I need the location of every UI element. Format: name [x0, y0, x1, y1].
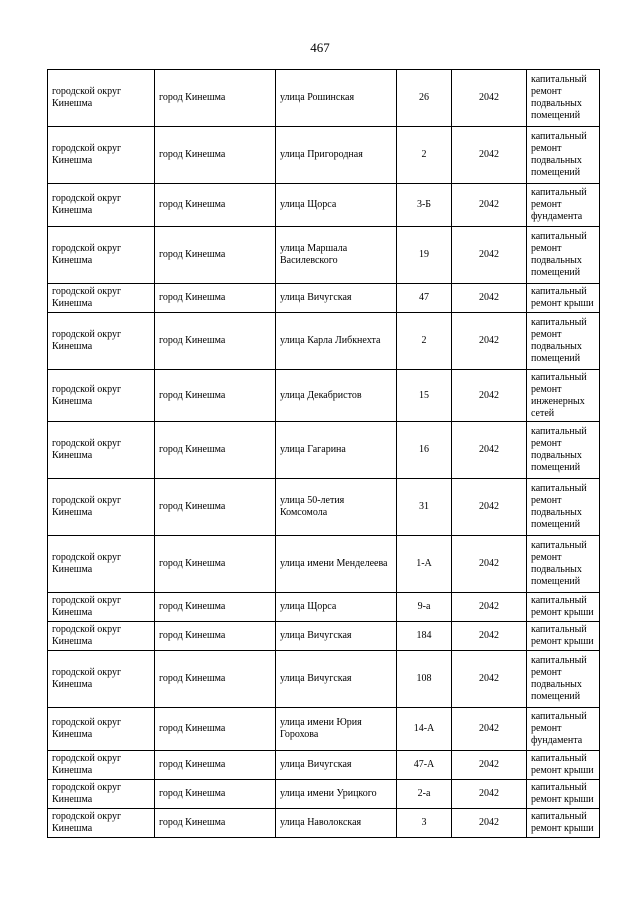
table-row: [48, 313, 600, 370]
settlement-cell: город Кинешма: [155, 593, 276, 622]
work-type-cell: капитальный ремонт подвальных помещений: [527, 479, 600, 536]
year-cell: 2042: [452, 651, 527, 708]
year-cell: 2042: [452, 370, 527, 422]
settlement-cell: город Кинешма: [155, 370, 276, 422]
work-type-cell: капитальный ремонт подвальных помещений: [527, 227, 600, 284]
street-cell: улица Вичугская: [276, 651, 397, 708]
settlement-cell: город Кинешма: [155, 536, 276, 593]
settlement-cell: город Кинешма: [155, 422, 276, 479]
work-type-cell: капитальный ремонт подвальных помещений: [527, 313, 600, 370]
house-number-cell: 1-А: [397, 536, 452, 593]
street-cell: улица Карла Либкнехта: [276, 313, 397, 370]
municipality-cell: городской округ Кинешма: [48, 593, 155, 622]
street-cell: улица имени Юрия Горохова: [276, 708, 397, 751]
table-row: [48, 127, 600, 184]
year-cell: 2042: [452, 313, 527, 370]
table-row: [48, 536, 600, 593]
municipality-cell: городской округ Кинешма: [48, 780, 155, 809]
settlement-cell: город Кинешма: [155, 284, 276, 313]
settlement-cell: город Кинешма: [155, 708, 276, 751]
table-row: [48, 370, 600, 422]
repair-schedule-table: [47, 69, 600, 838]
house-number-cell: 47: [397, 284, 452, 313]
street-cell: улица Щорса: [276, 593, 397, 622]
work-type-cell: капитальный ремонт крыши: [527, 284, 600, 313]
street-cell: улица Рошинская: [276, 70, 397, 127]
year-cell: 2042: [452, 70, 527, 127]
street-cell: улица Декабристов: [276, 370, 397, 422]
house-number-cell: 16: [397, 422, 452, 479]
table-row: [48, 651, 600, 708]
settlement-cell: город Кинешма: [155, 227, 276, 284]
municipality-cell: городской округ Кинешма: [48, 536, 155, 593]
street-cell: улица имени Менделеева: [276, 536, 397, 593]
work-type-cell: капитальный ремонт подвальных помещений: [527, 70, 600, 127]
house-number-cell: 47-А: [397, 751, 452, 780]
house-number-cell: 3: [397, 809, 452, 838]
municipality-cell: городской округ Кинешма: [48, 651, 155, 708]
house-number-cell: 2: [397, 127, 452, 184]
municipality-cell: городской округ Кинешма: [48, 708, 155, 751]
year-cell: 2042: [452, 593, 527, 622]
house-number-cell: 108: [397, 651, 452, 708]
house-number-cell: 14-А: [397, 708, 452, 751]
table-row: [48, 70, 600, 127]
street-cell: улица Щорса: [276, 184, 397, 227]
work-type-cell: капитальный ремонт подвальных помещений: [527, 422, 600, 479]
table-row: [48, 227, 600, 284]
work-type-cell: капитальный ремонт крыши: [527, 809, 600, 838]
street-cell: улица Пригородная: [276, 127, 397, 184]
work-type-cell: капитальный ремонт подвальных помещений: [527, 536, 600, 593]
year-cell: 2042: [452, 479, 527, 536]
settlement-cell: город Кинешма: [155, 479, 276, 536]
work-type-cell: капитальный ремонт крыши: [527, 751, 600, 780]
municipality-cell: городской округ Кинешма: [48, 313, 155, 370]
table-row: [48, 479, 600, 536]
street-cell: улица Вичугская: [276, 284, 397, 313]
settlement-cell: город Кинешма: [155, 70, 276, 127]
table-row: [48, 284, 600, 313]
municipality-cell: городской округ Кинешма: [48, 751, 155, 780]
house-number-cell: 184: [397, 622, 452, 651]
year-cell: 2042: [452, 780, 527, 809]
year-cell: 2042: [452, 284, 527, 313]
table-row: [48, 780, 600, 809]
table-row: [48, 184, 600, 227]
street-cell: улица 50-летия Комсомола: [276, 479, 397, 536]
year-cell: 2042: [452, 809, 527, 838]
settlement-cell: город Кинешма: [155, 184, 276, 227]
house-number-cell: 31: [397, 479, 452, 536]
house-number-cell: 3-Б: [397, 184, 452, 227]
house-number-cell: 2-а: [397, 780, 452, 809]
work-type-cell: капитальный ремонт крыши: [527, 780, 600, 809]
year-cell: 2042: [452, 536, 527, 593]
year-cell: 2042: [452, 127, 527, 184]
year-cell: 2042: [452, 227, 527, 284]
table-row: [48, 809, 600, 838]
house-number-cell: 2: [397, 313, 452, 370]
work-type-cell: капитальный ремонт крыши: [527, 622, 600, 651]
street-cell: улица Вичугская: [276, 751, 397, 780]
municipality-cell: городской округ Кинешма: [48, 479, 155, 536]
house-number-cell: 15: [397, 370, 452, 422]
street-cell: улица Наволокская: [276, 809, 397, 838]
house-number-cell: 26: [397, 70, 452, 127]
work-type-cell: капитальный ремонт подвальных помещений: [527, 651, 600, 708]
house-number-cell: 19: [397, 227, 452, 284]
municipality-cell: городской округ Кинешма: [48, 127, 155, 184]
house-number-cell: 9-а: [397, 593, 452, 622]
settlement-cell: город Кинешма: [155, 751, 276, 780]
table-row: [48, 708, 600, 751]
street-cell: улица Гагарина: [276, 422, 397, 479]
street-cell: улица Вичугская: [276, 622, 397, 651]
municipality-cell: городской округ Кинешма: [48, 70, 155, 127]
street-cell: улица имени Урицкого: [276, 780, 397, 809]
municipality-cell: городской округ Кинешма: [48, 809, 155, 838]
municipality-cell: городской округ Кинешма: [48, 370, 155, 422]
municipality-cell: городской округ Кинешма: [48, 227, 155, 284]
work-type-cell: капитальный ремонт фундамента: [527, 708, 600, 751]
table-row: [48, 593, 600, 622]
work-type-cell: капитальный ремонт инженерных сетей: [527, 370, 600, 422]
table-row: [48, 751, 600, 780]
table-row: [48, 422, 600, 479]
municipality-cell: городской округ Кинешма: [48, 284, 155, 313]
settlement-cell: город Кинешма: [155, 127, 276, 184]
work-type-cell: капитальный ремонт фундамента: [527, 184, 600, 227]
year-cell: 2042: [452, 751, 527, 780]
year-cell: 2042: [452, 422, 527, 479]
municipality-cell: городской округ Кинешма: [48, 422, 155, 479]
municipality-cell: городской округ Кинешма: [48, 184, 155, 227]
work-type-cell: капитальный ремонт крыши: [527, 593, 600, 622]
settlement-cell: город Кинешма: [155, 809, 276, 838]
year-cell: 2042: [452, 622, 527, 651]
settlement-cell: город Кинешма: [155, 780, 276, 809]
street-cell: улица Маршала Василевского: [276, 227, 397, 284]
settlement-cell: город Кинешма: [155, 622, 276, 651]
settlement-cell: город Кинешма: [155, 313, 276, 370]
year-cell: 2042: [452, 184, 527, 227]
page-number: 467: [310, 40, 330, 55]
settlement-cell: город Кинешма: [155, 651, 276, 708]
municipality-cell: городской округ Кинешма: [48, 622, 155, 651]
table-row: [48, 622, 600, 651]
year-cell: 2042: [452, 708, 527, 751]
work-type-cell: капитальный ремонт подвальных помещений: [527, 127, 600, 184]
